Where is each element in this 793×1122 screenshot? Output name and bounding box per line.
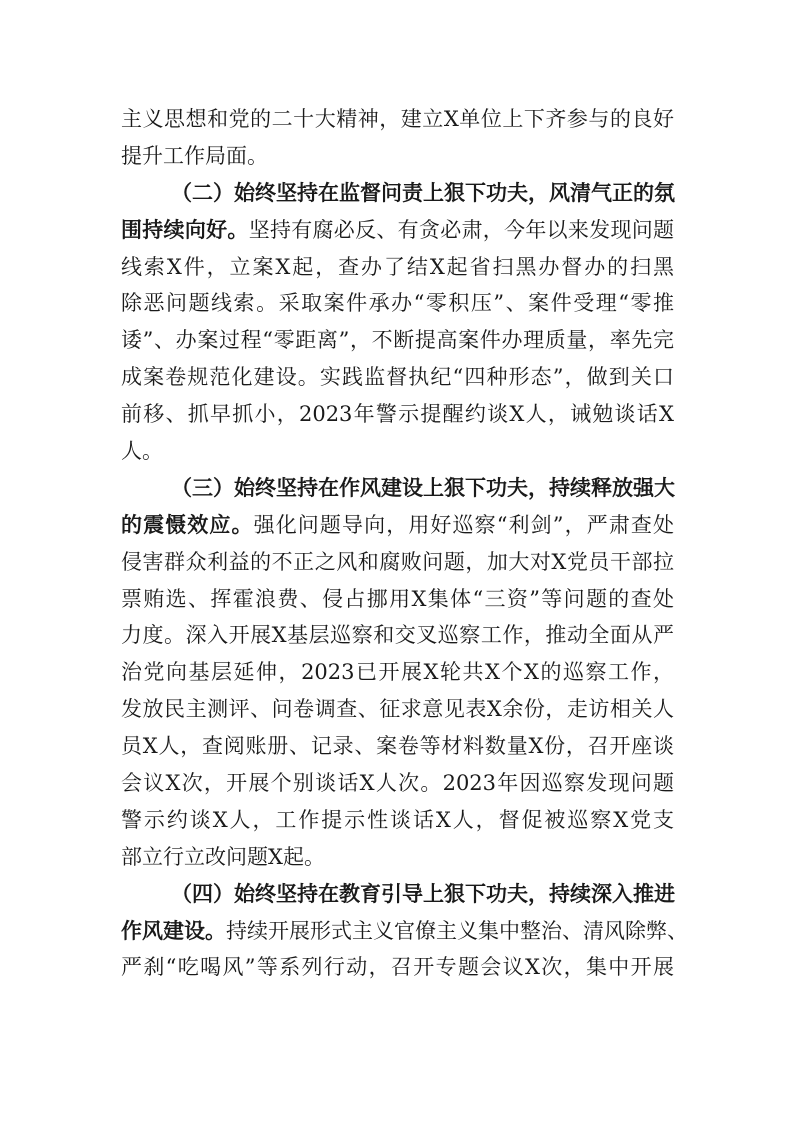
body-text: 发放民主测评、问卷调查、征求意见表X余份，走访相关人 [121, 697, 674, 722]
text-line [121, 142, 674, 179]
paragraph-1 [121, 105, 674, 179]
text-line [121, 400, 674, 437]
text-line [121, 658, 674, 695]
section-heading: （四）始终坚持在教育引导上狠下功夫，持续深入推进 [171, 880, 675, 906]
text-line [121, 917, 688, 954]
body-text: 人。 [121, 439, 163, 464]
body-text: 会议X次，开展个别谈话X人次。2023年因巡察发现问题 [121, 771, 674, 796]
text-line [121, 585, 674, 622]
body-text: 提升工作局面。 [121, 143, 268, 168]
text-line [121, 179, 674, 216]
body-text: 严刹“吃喝风”等系列行动，召开专题会议X次，集中开展 [121, 955, 674, 980]
text-line [121, 806, 674, 843]
text-line [121, 621, 674, 658]
body-text: 除恶问题线索。采取案件承办“零积压”、案件受理“零推 [121, 291, 674, 316]
section-heading: （三）始终坚持在作风建设上狠下功夫，持续释放强大 [171, 474, 675, 500]
body-text: 前移、抓早抓小，2023年警示提醒约谈X人，诫勉谈话X [121, 402, 674, 427]
paragraph-3 [121, 474, 674, 880]
body-text: 强化问题导向，用好巡察“利剑”，严肃查处 [253, 512, 674, 537]
body-text: 部立行立改问题X起。 [121, 844, 325, 869]
section-heading: 围持续向好。 [121, 216, 249, 242]
text-line [121, 105, 674, 142]
text-line [121, 474, 674, 511]
body-text: 持续开展形式主义官僚主义集中整治、清风除弊、 [226, 918, 688, 943]
text-line [121, 695, 674, 732]
text-line [121, 216, 674, 253]
section-heading: 作风建设。 [121, 917, 226, 943]
text-line [121, 437, 674, 474]
paragraph-2 [121, 179, 674, 474]
text-line [121, 732, 674, 769]
text-line [121, 548, 674, 585]
body-text: 主义思想和党的二十大精神，建立X单位上下齐参与的良好 [121, 107, 674, 131]
text-line [121, 253, 674, 290]
text-line [121, 326, 674, 363]
text-line [121, 880, 674, 917]
text-line [121, 843, 674, 880]
body-text: 成案卷规范化建设。实践监督执纪“四种形态”，做到关口 [121, 365, 674, 390]
body-text: 员X人，查阅账册、记录、案卷等材料数量X份，召开座谈 [121, 734, 674, 759]
body-text: 线索X件，立案X起，查办了结X起省扫黑办督办的扫黑 [121, 254, 674, 279]
body-text: 力度。深入开展X基层巡察和交叉巡察工作，推动全面从严 [121, 623, 674, 648]
body-text: 侵害群众利益的不正之风和腐败问题，加大对X党员干部拉 [121, 549, 674, 574]
section-heading: 的震慑效应。 [121, 511, 254, 537]
text-line [121, 953, 674, 990]
document-page [121, 105, 688, 990]
body-text: 诿”、办案过程“零距离”，不断提高案件办理质量，率先完 [121, 328, 674, 353]
body-text: 坚持有腐必反、有贪必肃，今年以来发现问题 [248, 217, 675, 242]
body-text: 警示约谈X人，工作提示性谈话X人，督促被巡察X党支 [121, 807, 674, 832]
text-line [121, 363, 674, 400]
paragraph-4 [121, 880, 688, 991]
body-text: 治党向基层延伸，2023已开展X轮共X个X的巡察工作， [121, 660, 674, 685]
section-heading: （二）始终坚持在监督问责上狠下功夫，风清气正的氛 [171, 179, 675, 205]
text-line [121, 289, 674, 326]
text-line [121, 511, 674, 548]
body-text: 票贿选、挥霍浪费、侵占挪用X集体“三资”等问题的查处 [121, 586, 674, 611]
text-line [121, 769, 674, 806]
